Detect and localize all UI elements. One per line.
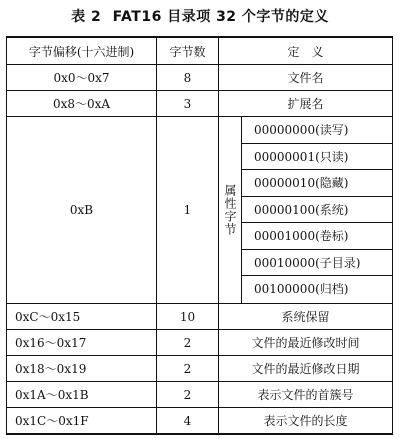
- definition-cell: 表示文件的首簇号: [219, 382, 393, 408]
- count-cell: 2: [157, 356, 219, 382]
- header-offset: 字节偏移(十六进制): [7, 37, 157, 65]
- attribute-bit-item: 00000001(只读): [242, 144, 392, 171]
- table-row: [7, 304, 393, 330]
- attribute-bit-item: 00000100(系统): [242, 197, 392, 224]
- table-row: [7, 330, 393, 356]
- offset-cell: 0x8～0xA: [7, 91, 157, 117]
- attribute-block: [219, 117, 392, 303]
- offset-cell: 0x18～0x19: [7, 356, 157, 382]
- table-row-attributes: [7, 117, 393, 304]
- offset-cell: 0x1A～0x1B: [7, 382, 157, 408]
- offset-cell: 0xC～0x15: [7, 304, 157, 330]
- definition-cell: 文件名: [219, 65, 393, 91]
- table-row: [7, 382, 393, 408]
- count-cell: 2: [157, 330, 219, 356]
- attribute-bit-item: 00100000(归档): [254, 282, 349, 296]
- header-definition: 定 义: [219, 37, 393, 65]
- table-caption: [0, 6, 400, 28]
- fat16-directory-entry-table: [6, 36, 393, 435]
- table-row: [7, 408, 393, 435]
- table-title: FAT16 目录项 32 个字节的定义: [112, 9, 329, 25]
- header-row: [7, 37, 393, 65]
- attribute-bit-item: 00010000(子目录): [242, 250, 392, 277]
- attribute-byte-label: [219, 117, 241, 303]
- count-cell: 8: [157, 65, 219, 91]
- definition-cell: 系统保留: [219, 304, 393, 330]
- attribute-byte-text: 属性字节: [223, 184, 237, 236]
- header-count: 字节数: [157, 37, 219, 65]
- count-cell: 10: [157, 304, 219, 330]
- offset-cell: 0x16～0x17: [7, 330, 157, 356]
- table-row: [7, 65, 393, 91]
- definition-cell: 文件的最近修改时间: [219, 330, 393, 356]
- attribute-bit-item: 00000010(隐藏): [242, 170, 392, 197]
- definition-cell: 表示文件的长度: [219, 408, 393, 435]
- table-number: 表 2: [71, 9, 102, 25]
- attribute-bit-list: [241, 117, 392, 303]
- table-row: [7, 356, 393, 382]
- count-cell: 1: [157, 117, 219, 304]
- attribute-definition-cell: [219, 117, 393, 304]
- offset-cell: 0xB: [7, 117, 157, 304]
- offset-cell: 0x1C～0x1F: [7, 408, 157, 435]
- attribute-bit-item: 00001000(卷标): [242, 223, 392, 250]
- offset-cell: 0x0～0x7: [7, 65, 157, 91]
- count-cell: 4: [157, 408, 219, 435]
- definition-cell: 文件的最近修改日期: [219, 356, 393, 382]
- definition-cell: 扩展名: [219, 91, 393, 117]
- count-cell: 3: [157, 91, 219, 117]
- attribute-bit-item: 00000000(读写): [242, 117, 392, 144]
- table-row: [7, 91, 393, 117]
- count-cell: 2: [157, 382, 219, 408]
